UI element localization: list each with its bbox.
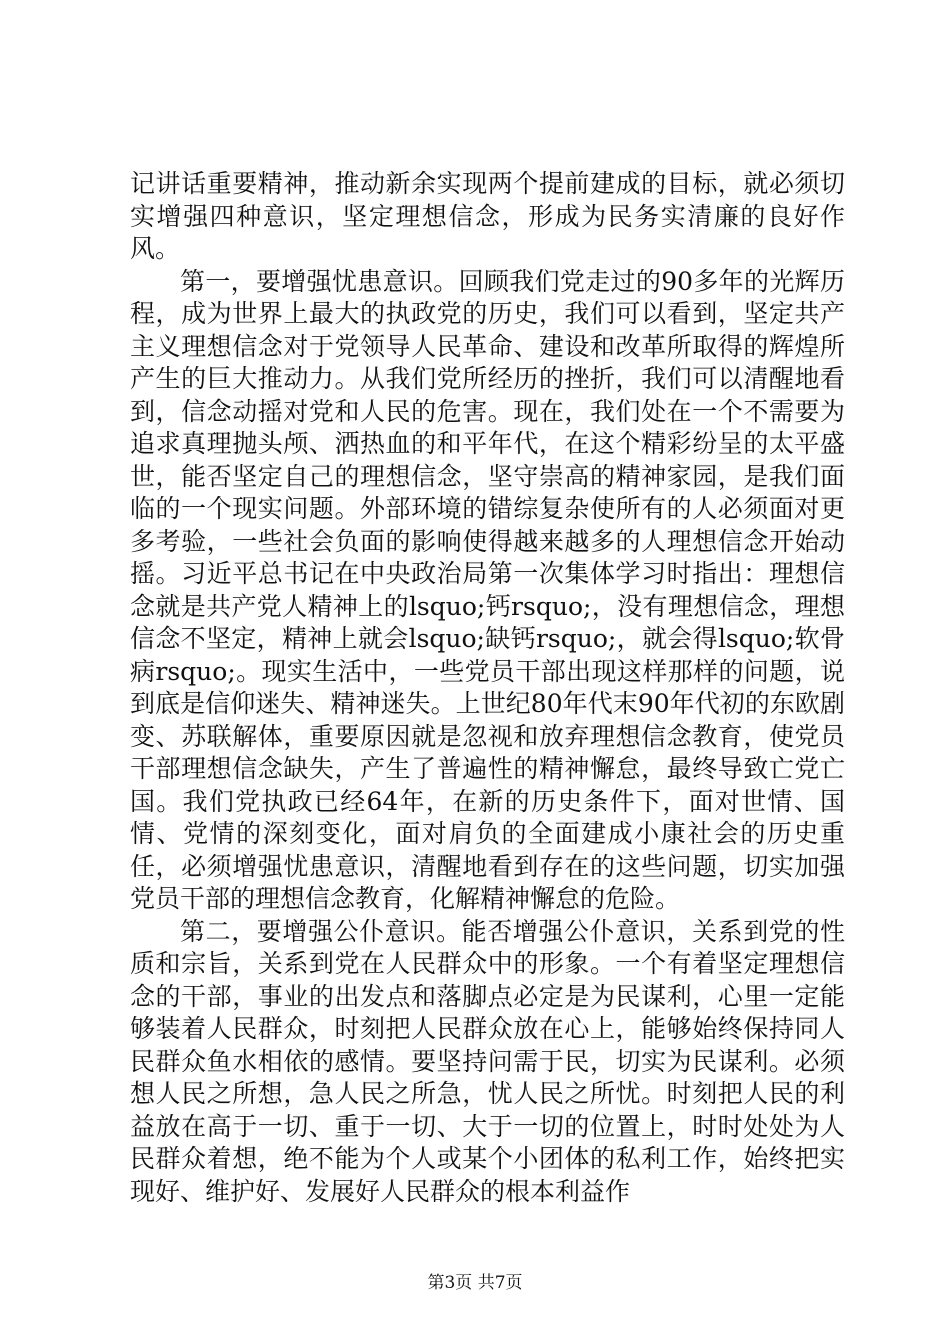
page-number: 第3页 共7页 bbox=[427, 1273, 523, 1293]
paragraph-continued: 记讲话重要精神，推动新余实现两个提前建成的目标，就必须切实增强四种意识，坚定理想信念，形成为民务实清廉的良好作风。 bbox=[130, 169, 845, 263]
paragraph-worry-awareness: 第一，要增强忧患意识。回顾我们党走过的90多年的光辉历程，成为世界上最大的执政党的历史，我们可以看到，坚定共产主义理想信念对于党领导人民革命、建设和改革所取得的辉煌所产生的巨大推动力。从我们党所经历的挫折，我们可以清醒地看到，信念动摇对党和人民的危害。现在，我们处在一个不需要为追求真理抛头颅、洒热血的和平年代，在这个精彩纷呈的太平盛世，能否坚定自己的理想信念，坚守崇高的精神家园，是我们面临的一个现实问题。外部环境的错综复杂使所有的人必须面对更多考验，一些社会负面的影响使得越来越多的人理想信念开始动摇。习近平总书记在中央政治局第一次集体学习时指出：理想信念就是共产党人精神上的lsquo;钙rsquo;，没有理想信念，理想信念不坚定，精神上就会lsquo;缺钙rsquo;，就会得lsquo;软骨病rsquo;。现实生活中，一些党员干部出现这样那样的问题，说到底是信仰迷失、精神迷失。上世纪80年代末90年代初的东欧剧变、苏联解体，重要原因就是忽视和放弃理想信念教育，使党员干部理想信念缺失，产生了普遍性的精神懈怠，最终导致亡党亡国。我们党执政已经64年，在新的历史条件下，面对世情、国情、党情的深刻变化，面对肩负的全面建成小康社会的历史重任，必须增强忧患意识，清醒地看到存在的这些问题，切实加强党员干部的理想信念教育，化解精神懈怠的危险。 bbox=[130, 266, 845, 913]
paragraph-servant-awareness: 第二，要增强公仆意识。能否增强公仆意识，关系到党的性质和宗旨，关系到党在人民群众中的形象。一个有着坚定理想信念的干部，事业的出发点和落脚点必定是为民谋利，心里一定能够装着人民群众，时刻把人民群众放在心上，能够始终保持同人民群众鱼水相依的感情。要坚持问需于民，切实为民谋利。必须想人民之所想，急人民之所急，忧人民之所忧。时刻把人民的利益放在高于一切、重于一切、大于一切的位置上，时时处处为人民群众着想，绝不能为个人或某个小团体的私利工作，始终把实现好、维护好、发展好人民群众的根本利益作 bbox=[130, 916, 845, 1206]
body-text bbox=[130, 168, 845, 1208]
